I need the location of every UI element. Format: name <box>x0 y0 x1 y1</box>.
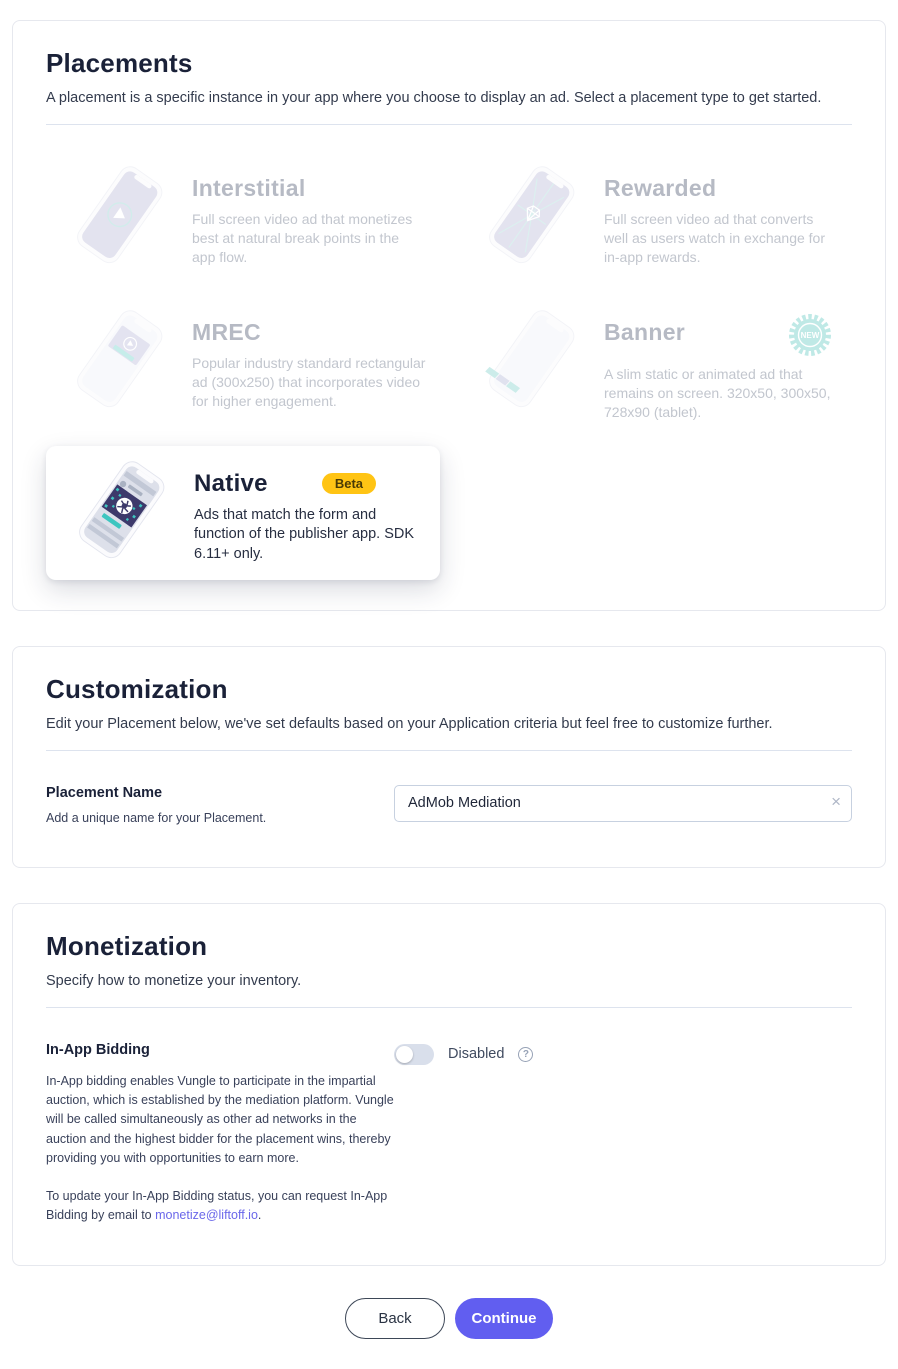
placements-subtitle: A placement is a specific instance in your app where you choose to display an ad. Select a placement type to get started. <box>46 90 822 106</box>
beta-badge: Beta <box>322 473 376 494</box>
placement-option-interstitial[interactable] <box>46 151 440 285</box>
placement-option-mrec[interactable] <box>46 295 440 436</box>
customization-subtitle: Edit your Placement below, we've set defaults based on your Application criteria but feel free to customize further. <box>46 715 773 732</box>
in-app-bidding-toggle[interactable] <box>394 1044 434 1065</box>
svg-text:NEW: NEW <box>800 331 820 340</box>
placement-title: MREC <box>192 319 261 345</box>
placement-type-grid <box>46 151 852 580</box>
footer-actions <box>0 1298 898 1339</box>
placement-name-label-block <box>46 785 394 825</box>
placements-card <box>12 20 886 611</box>
placement-title: Rewarded <box>604 175 717 201</box>
native-phone-icon <box>62 456 180 566</box>
placement-title: Banner <box>604 319 686 345</box>
placement-title: Native <box>194 469 268 497</box>
interstitial-phone-icon <box>60 161 178 271</box>
monetize-email-link[interactable]: monetize@liftoff.io <box>155 1207 258 1222</box>
continue-button[interactable]: Continue <box>455 1298 553 1339</box>
rewarded-phone-icon <box>472 161 590 271</box>
placement-description: Full screen video ad that converts well as users watch in exchange for in-app rewards. <box>604 211 825 265</box>
divider <box>46 124 852 125</box>
placement-name-input-wrap <box>394 785 852 822</box>
placement-description: Full screen video ad that monetizes best at natural break points in the app flow. <box>192 211 413 265</box>
placement-option-banner[interactable] <box>458 295 852 436</box>
in-app-bidding-label: In-App Bidding <box>46 1041 150 1058</box>
customization-card <box>12 646 886 868</box>
divider <box>46 1007 852 1008</box>
note-suffix: . <box>257 1207 262 1222</box>
customization-title: Customization <box>46 673 228 704</box>
placement-name-help: Add a unique name for your Placement. <box>46 810 267 825</box>
divider <box>46 750 852 751</box>
help-icon[interactable]: ? <box>518 1047 533 1062</box>
in-app-bidding-text-block <box>46 1042 394 1226</box>
toggle-knob <box>396 1046 413 1063</box>
placement-name-label: Placement Name <box>46 784 163 801</box>
in-app-bidding-note <box>46 1187 394 1226</box>
monetization-subtitle: Specify how to monetize your inventory. <box>46 972 302 989</box>
placement-title: Interstitial <box>192 175 306 201</box>
placement-option-native[interactable] <box>46 446 440 580</box>
mrec-phone-icon <box>60 305 178 415</box>
placement-description: Ads that match the form and function of the publisher app. SDK 6.11+ only. <box>194 506 415 562</box>
in-app-bidding-status: Disabled <box>448 1046 505 1063</box>
in-app-bidding-control <box>394 1042 852 1065</box>
monetization-card <box>12 903 886 1267</box>
new-badge <box>788 313 832 357</box>
in-app-bidding-description: In-App bidding enables Vungle to participate in the impartial auction, which is established by the mediation platform. Vungle will be called simultaneously as other ad networks in the auction and the highest bidder for the placement wins, thereby providing you with opportunities to earn more. <box>46 1073 394 1166</box>
note-text: To update your In-App Bidding status, you can request In-App Bidding by email to <box>46 1188 388 1222</box>
placement-description: Popular industry standard rectangular ad (300x250) that incorporates video for higher engagement. <box>192 355 426 409</box>
placements-title: Placements <box>46 48 193 78</box>
clear-input-icon[interactable]: × <box>831 791 841 811</box>
monetization-title: Monetization <box>46 930 208 961</box>
placement-option-rewarded[interactable] <box>458 151 852 285</box>
placement-name-row <box>46 785 852 825</box>
in-app-bidding-row <box>46 1042 852 1226</box>
placement-description: A slim static or animated ad that remains on screen. 320x50, 300x50, 728x90 (tablet). <box>604 366 831 420</box>
banner-phone-icon <box>472 305 590 415</box>
back-button[interactable]: Back <box>345 1298 445 1339</box>
placement-name-input[interactable] <box>394 785 852 822</box>
